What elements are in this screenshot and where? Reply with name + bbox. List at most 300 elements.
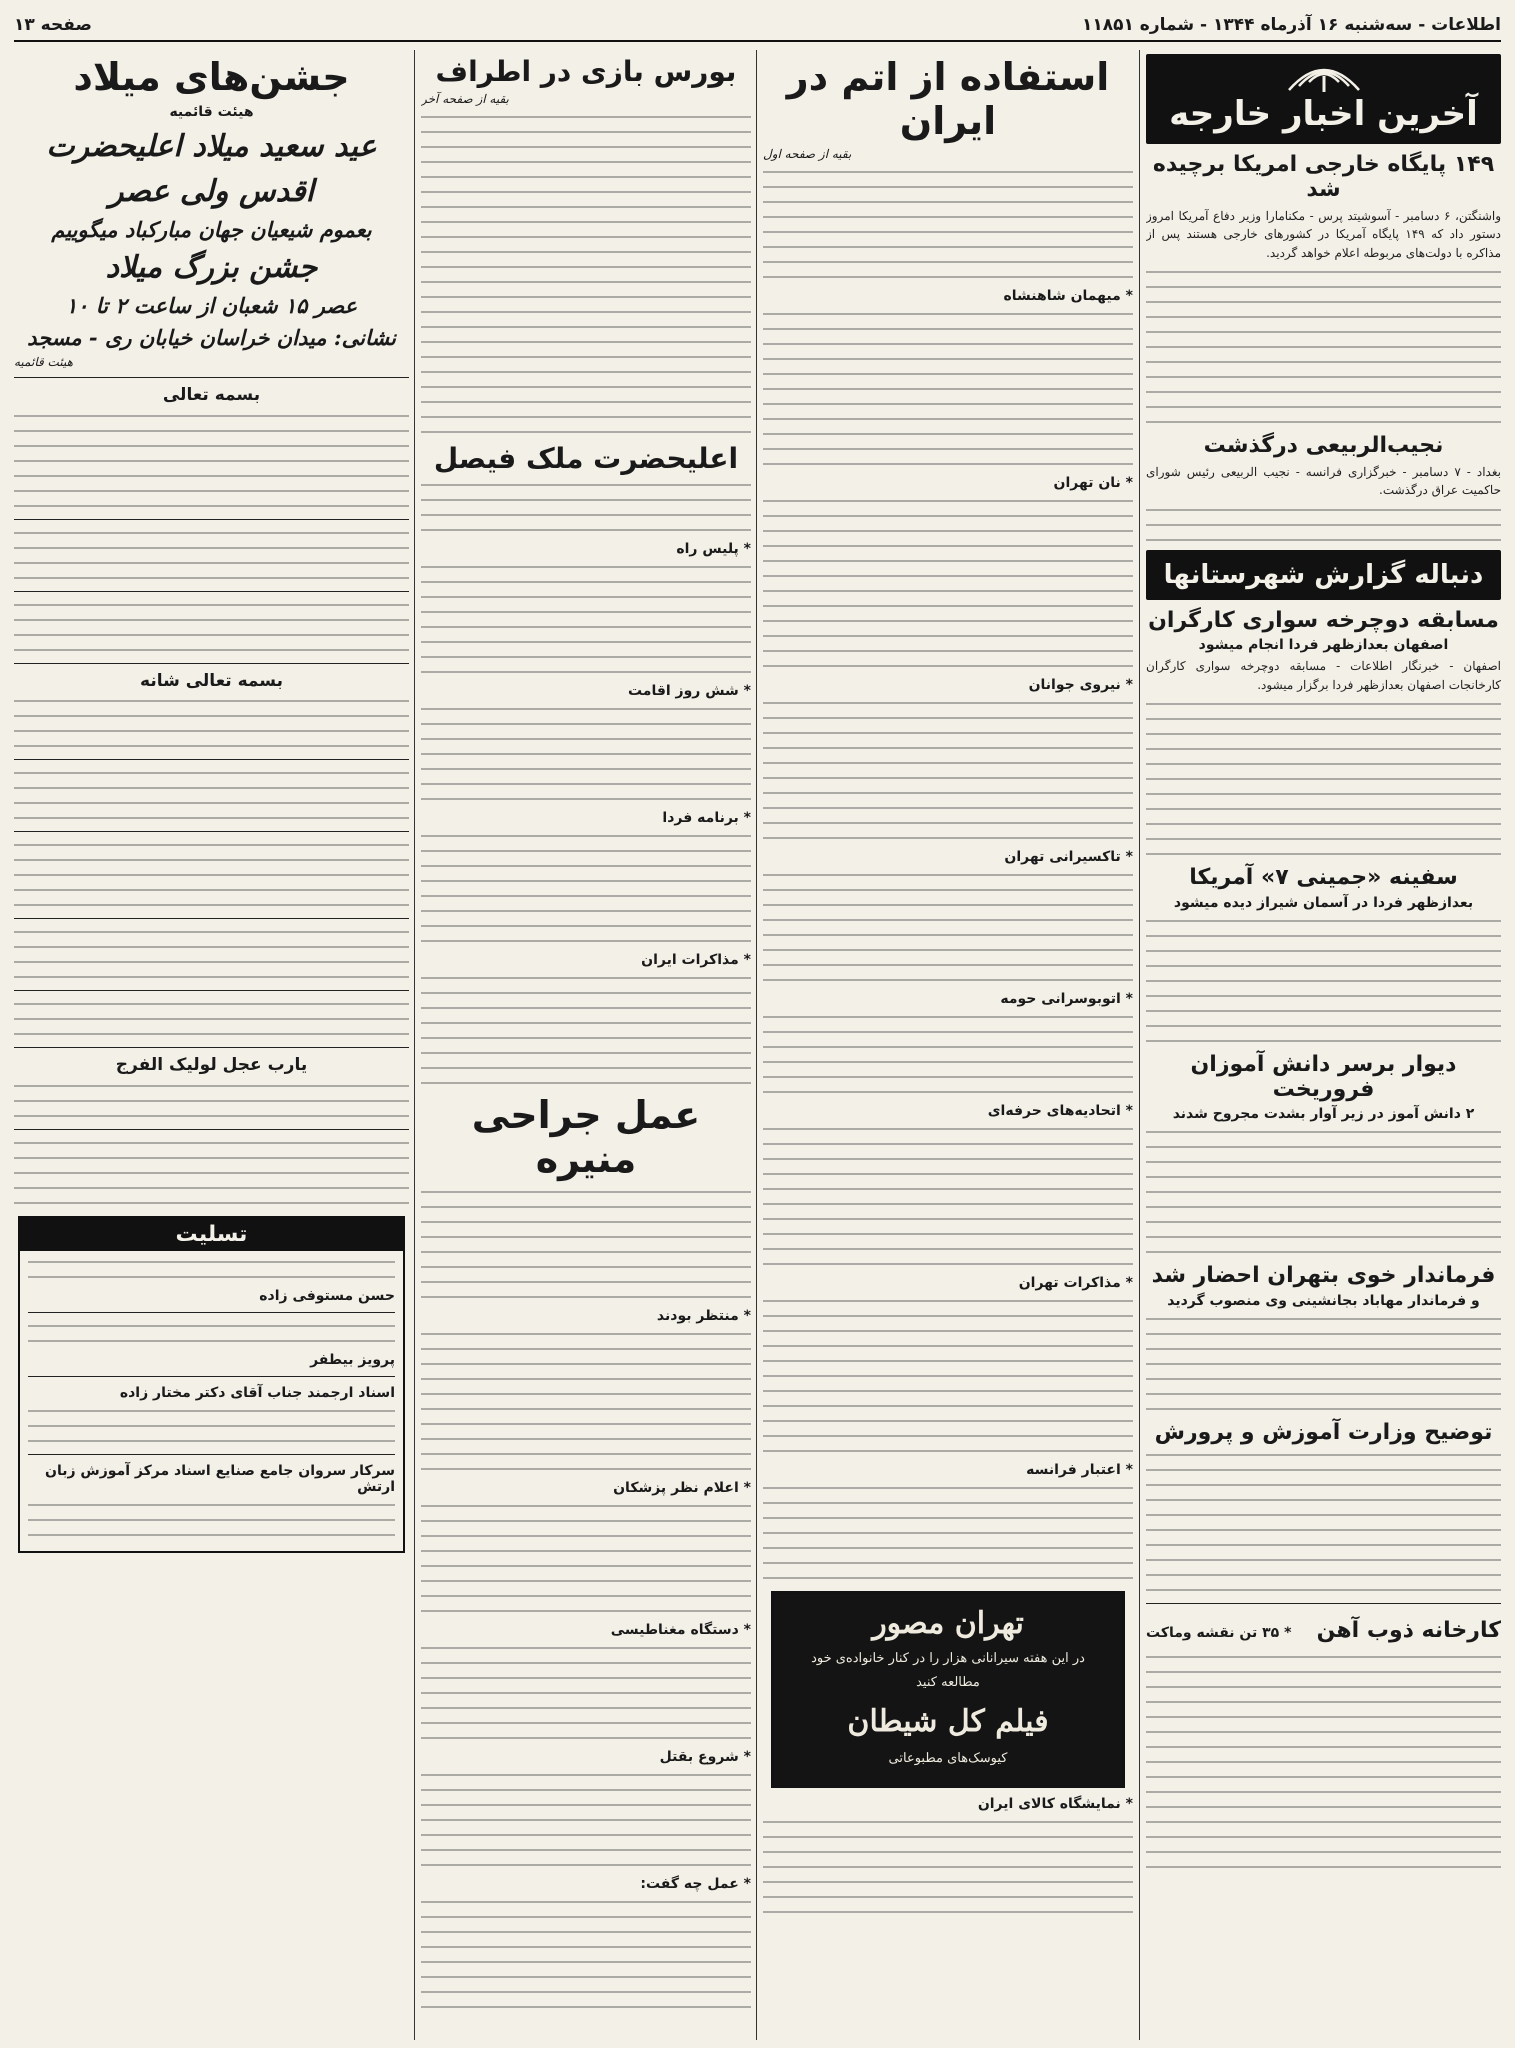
text-lines [763, 1072, 1133, 1082]
text-lines [763, 257, 1133, 267]
text-lines [763, 1498, 1133, 1508]
text-lines [1146, 804, 1501, 814]
text-lines [14, 1168, 409, 1178]
text-lines [421, 577, 751, 587]
text-lines [421, 397, 751, 407]
subhead: * اعتبار فرانسه [1026, 1462, 1133, 1479]
text-lines [1146, 834, 1501, 844]
text-lines [1146, 1480, 1501, 1490]
headline-munira-surgery: عمل جراحی منیره [471, 1093, 701, 1182]
text-lines [763, 1543, 1133, 1553]
text-lines [1146, 1787, 1501, 1797]
text-lines [1146, 1727, 1501, 1737]
text-lines [763, 1057, 1133, 1067]
signature: هیئت قائمیه [14, 355, 73, 370]
text-lines [421, 1546, 751, 1556]
text-lines [763, 197, 1133, 207]
text-lines [763, 1042, 1133, 1052]
text-lines [421, 936, 751, 946]
advertisement-tehran-mosavar [771, 1591, 1125, 1787]
text-lines [421, 1942, 751, 1952]
subhead: * ۳۵ تن نقشه وماکت [1146, 1624, 1292, 1641]
text-lines [763, 1229, 1133, 1239]
divider [1146, 1603, 1501, 1604]
text-lines [1146, 1142, 1501, 1152]
text-lines [421, 412, 751, 422]
text-lines [763, 496, 1133, 506]
headline-wall-collapse: دیوار برسر دانش آموزان فروریخت [1190, 1051, 1457, 1102]
antenna-icon [1152, 68, 1495, 94]
text-lines [1146, 1712, 1501, 1722]
column-atomic-energy [763, 50, 1133, 2040]
text-lines [1146, 1862, 1501, 1872]
text-lines [763, 713, 1133, 723]
text-lines [763, 728, 1133, 738]
text-lines [421, 1449, 751, 1459]
text-lines [28, 1321, 395, 1331]
text-lines [763, 212, 1133, 222]
issue-line: اطلاعات - سه‌شنبه ۱۶ آذرماه ۱۳۴۴ - شماره ۱۱۸۵۱ [1081, 15, 1501, 35]
text-lines [421, 1404, 751, 1414]
text-lines [14, 900, 409, 910]
text-lines [1146, 931, 1501, 941]
text-lines [1146, 1495, 1501, 1505]
text-lines [14, 768, 409, 778]
text-lines [763, 571, 1133, 581]
text-lines [421, 1292, 751, 1302]
text-lines [1146, 1757, 1501, 1767]
text-lines [763, 1892, 1133, 1902]
text-lines [421, 202, 751, 212]
text-lines [421, 1419, 751, 1429]
headline-celebrations: جشن‌های میلاد [73, 55, 350, 99]
notice-heading: یارب عجل لولیک الفرج [115, 1055, 308, 1076]
text-lines [421, 891, 751, 901]
text-lines [1146, 1510, 1501, 1520]
text-lines [763, 616, 1133, 626]
text-lines [763, 960, 1133, 970]
text-lines [421, 1718, 751, 1728]
text-lines [763, 242, 1133, 252]
text-lines [421, 172, 751, 182]
text-lines [28, 1336, 395, 1346]
text-lines [14, 471, 409, 481]
text-lines [763, 1431, 1133, 1441]
notice-heading: بسمه تعالی [162, 385, 261, 406]
announcement-line: نشانی: میدان خراسان خیابان ری - مسجد [27, 324, 396, 350]
text-lines [763, 227, 1133, 237]
text-lines [28, 1530, 395, 1540]
text-lines [763, 698, 1133, 708]
text-lines [763, 803, 1133, 813]
text-lines [14, 1183, 409, 1193]
subhead: * نیروی جوانان [1028, 677, 1133, 694]
text-lines [421, 1561, 751, 1571]
divider [28, 1454, 395, 1455]
text-lines [14, 711, 409, 721]
text-lines [763, 1907, 1133, 1917]
text-lines [1146, 1344, 1501, 1354]
text-lines [763, 661, 1133, 671]
text-lines [421, 1643, 751, 1653]
text-lines [421, 525, 751, 535]
text-lines [763, 1483, 1133, 1493]
headline-steel-mill: کارخانه ذوب آهن [1316, 1617, 1501, 1643]
text-lines [421, 1033, 751, 1043]
text-lines [421, 1464, 751, 1474]
text-lines [14, 456, 409, 466]
text-lines [1146, 1217, 1501, 1227]
text-lines [763, 1862, 1133, 1872]
text-lines [421, 367, 751, 377]
text-lines [1146, 1817, 1501, 1827]
text-lines [763, 354, 1133, 364]
text-lines [421, 622, 751, 632]
text-lines [763, 1296, 1133, 1306]
divider [14, 519, 409, 520]
subhead: * مذاکرات ایران [641, 952, 751, 969]
text-lines [1146, 1802, 1501, 1812]
text-lines [421, 1187, 751, 1197]
text-lines [421, 292, 751, 302]
condolence-heading: سرکار سروان جامع صنایع اسناد مرکز آموزش زبان ارتش [45, 1462, 395, 1495]
text-lines [421, 247, 751, 257]
text-lines [421, 637, 751, 647]
text-lines [1146, 1127, 1501, 1137]
text-lines [421, 1897, 751, 1907]
text-lines [763, 1124, 1133, 1134]
divider [14, 1129, 409, 1130]
ad-title: تهران مصور [872, 1606, 1024, 1642]
text-lines [763, 1244, 1133, 1254]
deck: ۲ دانش آموز در زیر آوار بشدت مجروح شدند [1172, 1106, 1475, 1123]
text-lines [421, 861, 751, 871]
text-lines [421, 607, 751, 617]
headline-stock-market: بورس بازی در اطراف [435, 55, 737, 88]
text-lines [1146, 1832, 1501, 1842]
text-lines [1146, 819, 1501, 829]
text-lines [1146, 267, 1501, 277]
text-lines [763, 1832, 1133, 1842]
text-lines [421, 1247, 751, 1257]
text-lines [14, 543, 409, 553]
text-lines [14, 1138, 409, 1148]
text-lines [763, 1311, 1133, 1321]
text-lines [763, 511, 1133, 521]
text-lines [421, 1658, 751, 1668]
text-lines [421, 337, 751, 347]
divider [14, 759, 409, 760]
text-lines [1146, 1667, 1501, 1677]
text-lines [14, 528, 409, 538]
text-lines [28, 1436, 395, 1446]
text-lines [14, 630, 409, 640]
text-lines [1146, 1036, 1501, 1046]
text-lines [1146, 1202, 1501, 1212]
text-lines [763, 975, 1133, 985]
ad-feature: فیلم کل شیطان [847, 1703, 1049, 1739]
text-lines [1146, 1465, 1501, 1475]
text-lines [763, 1154, 1133, 1164]
text-lines [421, 1374, 751, 1384]
text-lines [1146, 1329, 1501, 1339]
text-lines [421, 232, 751, 242]
text-lines [421, 307, 751, 317]
text-lines [1146, 1450, 1501, 1460]
text-lines [421, 1232, 751, 1242]
text-lines [1146, 1374, 1501, 1384]
text-lines [14, 999, 409, 1009]
text-lines [421, 719, 751, 729]
text-lines [1146, 991, 1501, 1001]
text-lines [14, 972, 409, 982]
subhead: * برنامه فردا [662, 810, 751, 827]
section-banner-foreign-news [1146, 54, 1501, 144]
ad-line: مطالعه کنید [916, 1675, 980, 1691]
subhead: * پلیس راه [676, 541, 751, 558]
text-lines [421, 322, 751, 332]
text-lines [14, 1153, 409, 1163]
text-lines [421, 1003, 751, 1013]
text-lines [14, 441, 409, 451]
text-lines [421, 906, 751, 916]
condolence-heading: اسناد ارجمند جناب آقای دکتر مختار زاده [119, 1384, 395, 1401]
text-lines [763, 1199, 1133, 1209]
text-lines [1146, 1389, 1501, 1399]
headline-khoy-governor: فرماندار خوی بتهران احضار شد [1151, 1263, 1496, 1289]
divider [14, 990, 409, 991]
text-lines [14, 840, 409, 850]
text-lines [763, 1214, 1133, 1224]
text-lines [763, 1416, 1133, 1426]
text-lines [763, 384, 1133, 394]
continued-note: بقیه از صفحه آخر [421, 92, 509, 107]
text-lines [1146, 535, 1501, 545]
text-lines [763, 1573, 1133, 1583]
announcement-line: عید سعید میلاد اعلیحضرت اقدس ولی عصر [46, 128, 377, 209]
text-lines [421, 217, 751, 227]
text-lines [14, 501, 409, 511]
text-lines [1146, 387, 1501, 397]
ad-line: کیوسک‌های مطبوعاتی [888, 1750, 1008, 1766]
text-lines [763, 788, 1133, 798]
text-lines [421, 831, 751, 841]
text-lines [763, 833, 1133, 843]
text-lines [763, 1169, 1133, 1179]
column-rule [1139, 50, 1140, 2040]
text-lines [763, 1386, 1133, 1396]
text-lines [421, 734, 751, 744]
text-lines [14, 813, 409, 823]
text-lines [763, 1847, 1133, 1857]
subhead: * اتوبوسرانی حومه [1000, 991, 1133, 1008]
text-lines [14, 1096, 409, 1106]
deck: بعدازظهر فردا در آسمان شیراز دیده میشود [1173, 894, 1474, 911]
text-lines [763, 1513, 1133, 1523]
text-lines [14, 645, 409, 655]
text-lines [1146, 1652, 1501, 1662]
text-lines [763, 167, 1133, 177]
continued-note: بقیه از صفحه اول [763, 147, 852, 162]
text-lines [763, 1341, 1133, 1351]
text-lines [421, 846, 751, 856]
text-lines [28, 1500, 395, 1510]
text-lines [763, 646, 1133, 656]
text-lines [14, 1081, 409, 1091]
text-lines [28, 1515, 395, 1525]
subhead: * تاکسیرانی تهران [1004, 849, 1133, 866]
banner-title: آخرین اخبار خارجه [1169, 94, 1478, 134]
text-lines [421, 749, 751, 759]
subhead: * نمایشگاه کالای ایران [977, 1795, 1133, 1812]
headline-king-faisal: اعلیحضرت ملک فیصل [433, 442, 739, 476]
text-lines [14, 957, 409, 967]
subhead: * شروع بقتل [659, 1748, 751, 1765]
text-lines [1146, 1772, 1501, 1782]
text-lines [421, 1972, 751, 1982]
text-lines [421, 187, 751, 197]
text-lines [421, 1957, 751, 1967]
subhead: * اعلام نظر پزشکان [613, 1479, 751, 1496]
text-lines [1146, 505, 1501, 515]
text-lines [421, 592, 751, 602]
text-lines [763, 930, 1133, 940]
byline: هیئت قائمیه [169, 103, 254, 120]
column-rule [756, 50, 757, 2040]
text-lines [763, 1558, 1133, 1568]
text-lines [421, 1591, 751, 1601]
text-lines [421, 1434, 751, 1444]
text-lines [421, 1329, 751, 1339]
text-lines [421, 480, 751, 490]
text-lines [421, 704, 751, 714]
condolence-box [18, 1216, 405, 1553]
text-lines [1146, 1021, 1501, 1031]
subhead: * میهمان شاهنشاه [1003, 288, 1133, 305]
text-lines [763, 1371, 1133, 1381]
text-lines [421, 1018, 751, 1028]
text-lines [1146, 1314, 1501, 1324]
text-lines [763, 1326, 1133, 1336]
text-lines [14, 696, 409, 706]
divider [14, 377, 409, 378]
text-lines [1146, 1682, 1501, 1692]
headline-education-ministry: توضیح وزارت آموزش و پرورش [1154, 1419, 1493, 1445]
text-lines [421, 127, 751, 137]
text-lines [763, 1259, 1133, 1269]
text-lines [421, 973, 751, 983]
divider [14, 663, 409, 664]
text-lines [763, 631, 1133, 641]
text-lines [763, 601, 1133, 611]
text-lines [1146, 916, 1501, 926]
text-lines [14, 558, 409, 568]
text-lines [421, 1987, 751, 1997]
text-lines [14, 855, 409, 865]
text-lines [1146, 402, 1501, 412]
text-lines [421, 1359, 751, 1369]
text-lines [421, 1277, 751, 1287]
notice-heading: بسمه تعالی شانه [140, 670, 283, 691]
article-body: واشنگتن، ۶ دسامبر - آسوشیتد پرس - مکنامارا وزیر دفاع آمریکا امروز دستور داد که ۱۴۹ پایگاه آمریکا در کشورهای خارجی هستند پس از مذاکره با دولت‌های مربوطه اعلام خواهد گردید. [1146, 208, 1501, 260]
text-lines [1146, 961, 1501, 971]
text-lines [28, 1257, 395, 1267]
text-lines [763, 915, 1133, 925]
text-lines [28, 1272, 395, 1282]
text-lines [14, 426, 409, 436]
text-lines [14, 741, 409, 751]
subhead: * عمل چه گفت: [640, 1875, 751, 1892]
text-lines [421, 510, 751, 520]
text-lines [421, 1262, 751, 1272]
text-lines [421, 1606, 751, 1616]
text-lines [14, 870, 409, 880]
text-lines [763, 1877, 1133, 1887]
column-rule [414, 50, 415, 2040]
divider [28, 1376, 395, 1377]
text-lines [1146, 1742, 1501, 1752]
divider [28, 1312, 395, 1313]
text-lines [421, 427, 751, 437]
text-lines [1146, 312, 1501, 322]
text-lines [421, 1078, 751, 1088]
text-lines [421, 1785, 751, 1795]
text-lines [763, 870, 1133, 880]
text-lines [1146, 1697, 1501, 1707]
text-lines [763, 885, 1133, 895]
text-lines [763, 556, 1133, 566]
headline-bases: ۱۴۹ پایگاه خارجی امریکا برچیده شد [1152, 152, 1495, 203]
text-lines [421, 1770, 751, 1780]
text-lines [1146, 1157, 1501, 1167]
text-lines [14, 927, 409, 937]
text-lines [763, 369, 1133, 379]
condolence-title: تسلیت [20, 1218, 403, 1251]
text-lines [421, 1389, 751, 1399]
deck: اصفهان بعدازظهر فردا انجام میشود [1198, 637, 1449, 654]
text-lines [421, 1048, 751, 1058]
text-lines [1146, 744, 1501, 754]
text-lines [421, 1800, 751, 1810]
text-lines [763, 1087, 1133, 1097]
text-lines [1146, 342, 1501, 352]
text-lines [421, 1927, 751, 1937]
text-lines [14, 1111, 409, 1121]
article-body: اصفهان - خبرنگار اطلاعات - مسابقه دوچرخه سواری کارگران کارخانجات اصفهان بعدازظهر فردا برگزار میشود. [1146, 659, 1501, 692]
text-lines [763, 743, 1133, 753]
text-lines [421, 667, 751, 677]
text-lines [421, 382, 751, 392]
text-lines [763, 272, 1133, 282]
divider [14, 918, 409, 919]
text-lines [421, 1501, 751, 1511]
subhead: * شش روز اقامت [627, 683, 751, 700]
text-lines [421, 652, 751, 662]
text-lines [421, 1516, 751, 1526]
text-lines [1146, 417, 1501, 427]
text-lines [421, 1531, 751, 1541]
text-lines [421, 921, 751, 931]
text-lines [1146, 849, 1501, 859]
condolence-signature: پرویز بیطفر [310, 1351, 395, 1368]
text-lines [763, 324, 1133, 334]
text-lines [1146, 520, 1501, 530]
text-lines [763, 945, 1133, 955]
text-lines [421, 876, 751, 886]
text-lines [1146, 759, 1501, 769]
text-lines [421, 988, 751, 998]
headline-atomic: استفاده از اتم در ایران [786, 55, 1110, 143]
